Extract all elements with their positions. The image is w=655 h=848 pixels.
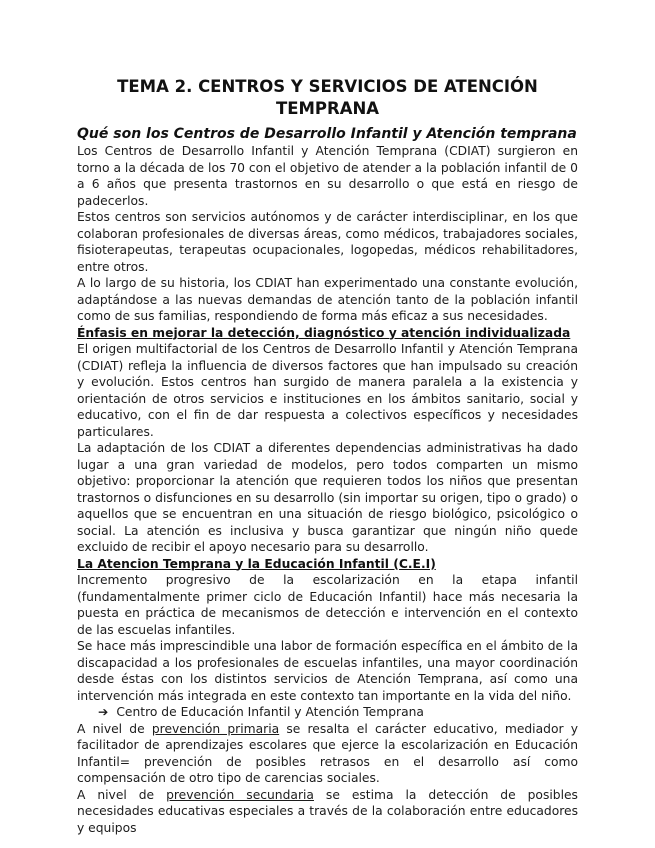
paragraph-body: se resalta el carácter educativo, mediador y facilitador de aprendizajes escolares que ejerce la escolarización en Educación Infantil= prevención de posibles retrasos en el desarrollo así como compensación de otro tipo de carencias sociales. [77, 721, 578, 785]
paragraph-body: se estima la detección de posibles necesidades educativas especiales a través de la colaboración entre educadores y equipos [77, 787, 578, 835]
paragraph-3: A lo largo de su historia, los CDIAT han experimentado una constante evolución, adaptándose a las nuevas demandas de atención tanto de la población infantil como de sus familias, respondiendo de forma más eficaz a sus necesidades. [77, 276, 578, 323]
paragraph-6: Incremento progresivo de la escolarización en la etapa infantil (fundamentalmente primer ciclo de Educación Infantil) hace más necesaria la puesta en práctica de mecanismos de detección e intervención en el contexto de las escuelas infantiles. [77, 573, 578, 637]
paragraph-4: El origen multifactorial de los Centros de Desarrollo Infantil y Atención Temprana (CDIAT) refleja la influencia de diversos factores que han impulsado su creación y evolución. Estos centros han surgido de manera paralela a la existencia y orientación de otros servicios e instituciones en los ámbitos sanitario, social y educativo, con el fin de dar respuesta a colectivos específicos y necesidades particulares. [77, 342, 578, 439]
arrow-list-item [98, 704, 578, 721]
document-page [77, 76, 578, 836]
arrow-icon: ➔ [98, 705, 109, 719]
paragraph-prefix: A nivel de [77, 787, 155, 802]
term-prevencion-secundaria: prevención secundaria [166, 787, 314, 802]
section-heading-enfasis: Énfasis en mejorar la detección, diagnóstico y atención individualizada [77, 325, 571, 340]
term-prevencion-primaria: prevención primaria [151, 721, 280, 736]
paragraph-prevencion-primaria [77, 721, 578, 787]
section-heading-cei: La Atencion Temprana y la Educación Infantil (C.E.I) [77, 556, 436, 571]
paragraph-prefix: A nivel de [77, 721, 145, 736]
paragraph-2: Estos centros son servicios autónomos y de carácter interdisciplinar, en los que colaboran profesionales de diversas áreas, como médicos, trabajadores sociales, fisioterapeutas, terapeutas ocupacionales, logopedas, médicos rehabilitadores, entre otros. [77, 210, 578, 274]
paragraph-prevencion-secundaria [77, 787, 578, 837]
paragraph-5: La adaptación de los CDIAT a diferentes dependencias administrativas ha dado lugar a una gran variedad de modelos, pero todos comparten un mismo objetivo: proporcionar la atención que requieren todos los niños que presentan trastornos o disfunciones en su desarrollo (sin importar su origen, tipo o grado) o aquellos que se encuentran en una situación de riesgo biológico, psicológico o social. La atención es inclusiva y busca garantizar que ningún niño quede excluido de recibir el apoyo necesario para su desarrollo. [77, 441, 578, 554]
paragraph-7: Se hace más imprescindible una labor de formación específica en el ámbito de la discapacidad a los profesionales de escuelas infantiles, una mayor coordinación desde éstas con los distintos servicios de Atención Temprana, así como una intervención más integrada en este contexto tan importante en la vida del niño. [77, 639, 578, 703]
arrow-list-item-label: Centro de Educación Infantil y Atención Temprana [116, 705, 424, 719]
page-title: TEMA 2. CENTROS Y SERVICIOS DE ATENCIÓN TEMPRANA [117, 77, 538, 118]
paragraph-1: Los Centros de Desarrollo Infantil y Atención Temprana (CDIAT) surgieron en torno a la década de los 70 con el objetivo de atender a la población infantil de 0 a 6 años que presenta trastornos en su desarrollo o que está en riesgo de padecerlos. [77, 144, 578, 208]
section-heading-cdiat: Qué son los Centros de Desarrollo Infantil y Atención temprana [77, 126, 577, 142]
